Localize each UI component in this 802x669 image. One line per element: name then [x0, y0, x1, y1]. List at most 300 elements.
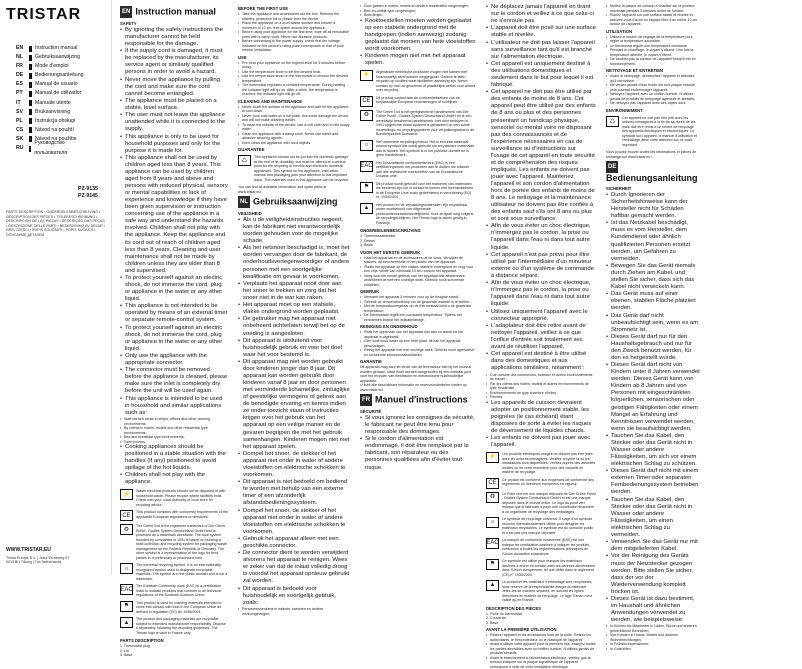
cleaning-heading-fr: NETTOYAGE ET ENTRETIEN: [606, 68, 664, 73]
support-text: You can find all available information and spare parts at www.tristar.eu!: [238, 185, 327, 194]
language-flag: DE: [606, 161, 618, 173]
language-flag: FR: [360, 394, 372, 406]
symbol-description: Dit product voldoet aan de conformiteitseisen van de toepasselijke Europese verordeningen of richtlijnen.: [376, 95, 460, 105]
model-number: [78, 186, 98, 199]
language-marker: [29, 46, 32, 52]
symbol-row: [486, 559, 596, 577]
environment-text-fr: Cet appareil ne doit pas être jeté avec les ordures ménagères à la fin de sa durée de vie, mais doit être remis à un centre de recyclage des appareils électriques et électroniques. Le symbole sur l'appareil, le manuel d'utilisation et l'emballage attire votre attention sur ce point important.: [622, 115, 697, 147]
symbol-row: [486, 538, 596, 556]
list-item: • Dit apparaat is uitsluitend voor huishoudelijk gebruik en voor het doel waar het voor bestemd is.: [238, 338, 350, 359]
list-item: • Use the temperature knob to set the desired heat.: [238, 70, 350, 75]
symbol-row: [360, 140, 476, 158]
list-item: • Verwenden Sie das Gerät nur mit dem mitgelieferten Kabel.: [606, 539, 700, 553]
list-item: • De connector dient te worden verwijderd alvorens het apparaat te reinigen. Wees er zeker van dat de inlaat volledig droog is voordat het apparaat opnieuw gebruikt zal worden.: [238, 550, 350, 585]
manual-title: Manuel d'instructions: [375, 394, 468, 405]
symbol-description: Het Euraziatische conformiteitsmerk (EAC) is een certificeringsmerk om producten aan te duiden die voldoen aan alle technische voorschriften van de Euraziatische Douane-unie.: [376, 160, 470, 179]
symbol-row: [486, 478, 596, 489]
language-name: Bedienungsanleitung: [35, 72, 84, 79]
list-item: • Von Kunden in Hotels, Motels und anderen Wohneinrichtungen;: [606, 633, 700, 642]
part-item: 3. Base: [120, 653, 133, 658]
symbol-description: Le Point vert est une marque déposée de Der Grüne Punkt - Duales System Deutschland GmbH et est une marque déposée dans le monde entier. Le logo du point vert indique que le fabricant a payé une contribution financière à un organisme de recyclage des emballages.: [502, 491, 596, 514]
list-item: • Cet appareil est uniquement destiné à des utilisations domestiques et seulement dans le but pour lequel il est fabriqué.: [486, 61, 596, 89]
list-item: • Placez l'appareil sur une surface stable et nivelée et assurez-vous d'avoir un espace libre d'au moins 10 cm autour de l'appareil.: [606, 13, 700, 27]
symbol-row: [360, 203, 476, 226]
list-item: • Gebruik het apparaat alleen met een geschikte connector.: [238, 536, 350, 550]
usage-sublist: [120, 417, 228, 444]
symbol-icon: ♻: [486, 492, 499, 503]
list-item: • Plaats het apparaat op een vlakke, stabiele ondergrond en zorg voor een vrije ruimte van minimaal 10 cm rondom het apparaat.: [360, 265, 476, 274]
symbol-list-nl: [360, 70, 476, 225]
symbol-description: The product and packaging materials are recyclable, subject to extended manufacturer responsibility. Dispose it separately, following the recycling guidelines. The Triman logo is valid in France only.: [136, 617, 226, 635]
symbol-row: [486, 492, 596, 515]
symbol-icon: ⚡: [360, 70, 373, 81]
list-item: • The user must not leave the appliance unattended while it is connected to the supply.: [120, 112, 228, 133]
list-item: • To clean the outside of the device, use a soft cloth and a mild soapy water.: [238, 123, 350, 132]
list-item: • The connector must be removed before the appliance is cleaned, please make sure the inlet is completely dry before the unit will be used again.: [120, 367, 228, 395]
list-item: • Kooktoestellen moeten worden geplaatst op een stabiele ondergrond met de handgrepen (indien aanwezig) zodanig geplaatst dat morsen van hete vloeistoffen wordt voorkomen.: [360, 18, 476, 53]
language-name: Návod na použití: [35, 126, 74, 133]
list-item: • Cet appareil ne doit pas être utilisé par des enfants de moins de 8 ans. Cet appareil peut être utilisé par des enfants de 8 ans ou plus et des personnes présentant un handicap physique, sensoriel ou mental voire ne disposant pas des connaissances et de l'expérience nécessaires en cas de surveillance ou d'instructions sur l'usage de cet appareil en toute sécurité et de compréhension des risques impliqués. Les enfants ne doivent pas jouer avec l'appareil. Maintenez l'appareil et son cordon d'alimentation hors de portée des enfants de moins de 8 ans. Le nettoyage et la maintenance utilisateur ne doivent pas être confiés à des enfants sauf s'ils ont 8 ans ou plus et sont sous surveillance.: [486, 89, 596, 223]
list-item: • Utilisez le bouton de réglage de la température pour régler la température souhaitée.: [606, 35, 700, 44]
list-item: • Boerderijen.: [360, 13, 476, 18]
company-address: [6, 556, 69, 565]
list-item: • Only use the appliance with the appropriate connector.: [120, 353, 228, 367]
symbol-icon: ⚑: [120, 601, 133, 612]
list-item: • Das Gerät muss auf einer ebenen, stabilen Fläche platziert werden.: [606, 291, 700, 312]
symbol-icon: ☼: [360, 140, 373, 151]
first-use-list-fr-2: [606, 4, 700, 27]
safety-list: [120, 27, 228, 417]
symbol-row: [120, 601, 228, 615]
symbol-row: [120, 510, 228, 521]
language-code: EN: [16, 45, 24, 51]
language-marker: [29, 73, 32, 79]
list-item: • Si vous ignorez les consignes de sécurité, le fabricant ne peut être tenu pour responsable des dommages.: [360, 415, 476, 436]
list-item: • This appliance is not intended to be operated by means of an external timer or separate remote-control system.: [120, 303, 228, 324]
symbol-icon: EAC: [120, 584, 133, 595]
language-code: SV: [16, 108, 23, 115]
list-item: • Retirez l'appareil et les accessoires hors de la boîte. Retirez les autocollants, le film protecteur ou le plastique de l'appareil.: [486, 633, 596, 642]
symbol-icon: ☼: [120, 563, 133, 574]
list-item: • Les enfants ne doivent pas jouer avec l'appareil.: [486, 435, 596, 449]
language-marker: [29, 100, 32, 106]
symbol-icon: ⚡: [120, 489, 133, 500]
part-item: 3. Base: [486, 620, 499, 625]
recycle-bin-icon: ♺: [606, 116, 619, 127]
website-url: WWW.TRISTAR.EU: [6, 547, 51, 553]
before-list: [238, 12, 350, 53]
symbol-description: Het product en de verpakkingsmaterialen zijn recyclebaar, onder voorbehoud van uitgebreide producentenverantwoordelijkheid. Gooi ze apart weg volgens de recyclingrichtlijnen. Het Triman-logo is alleen geldig in Frankrijk.: [376, 202, 474, 225]
list-item: • In Frühstückspensionen;: [606, 642, 700, 647]
manual-title: Instruction manual: [135, 6, 216, 17]
cleaning-heading: CLEANING AND MAINTENANCE: [238, 98, 303, 104]
list-item: • Before connecting to the power supply, check that the voltage indicated on the device's rating plate corresponds to that of your electric installation.: [238, 39, 350, 53]
list-item: • Before using your appliance for the first time, wipe off all removable parts with a damp cloth. Never use abrasive products.: [238, 30, 350, 39]
list-item: • By clients in hotels, motels and other residential type environments;: [120, 426, 228, 435]
language-name: Instruction manual: [35, 45, 78, 51]
section-title-fr: [360, 394, 476, 406]
list-item: • Farm houses.: [120, 440, 228, 445]
symbol-row: [120, 617, 228, 635]
list-item: • To protect yourself against an electric shock, do not immerse the cord, plug or appliance in the water or any other liquid.: [120, 325, 228, 353]
list-item: • Giet nooit koud water op een hete plaat; dit kan het apparaat beschadigen.: [360, 339, 476, 348]
symbol-row: [120, 524, 228, 560]
symbol-row: [486, 452, 596, 475]
use-list: [238, 61, 350, 97]
language-entry: [16, 99, 96, 108]
section-title-de: [606, 161, 700, 183]
brand-logo: TRISTAR: [6, 6, 82, 23]
list-item: • Door gasten in hotels, motels en andere residentiële omgevingen;: [360, 4, 476, 9]
part-item: 2. Couvercle: [486, 616, 507, 621]
symbol-icon: ⚡: [486, 452, 499, 463]
list-item: • The appliance must be placed on a stable, level surface.: [120, 98, 228, 112]
language-marker: [29, 82, 32, 88]
english-column-2: [232, 0, 354, 616]
cleaning-list-fr: [606, 74, 700, 106]
use-heading-fr: UTILISATION: [606, 28, 632, 34]
before-first-use-heading: BEFORE THE FIRST USE: [238, 6, 289, 11]
symbol-icon: ♻: [360, 110, 373, 121]
first-use-list-fr: [486, 633, 596, 669]
parts-heading: PARTS DESCRIPTION: [120, 638, 164, 644]
manual-title: Bedienungsanleitung: [606, 173, 698, 183]
list-item: • Dit apparaat is niet bedoeld om bediend te worden met behulp van een externe timer of een afzonderlijk afstandsbedieningssysteem.: [238, 479, 350, 507]
symbol-description: Le produit et les matériaux d'emballage sont recyclables, sous réserve de la responsabilité élargie du fabricant. Jetez-les de manière séparée, en suivant les lignes directrices en matière de recyclage. Le logo Triman n'est valide qu'en France.: [502, 580, 593, 603]
list-item: • Never touch the surface of the appliance and wait for the appliance to cool down.: [238, 105, 350, 114]
list-item: • Staff kitchen areas in shops, offices and other working environments;: [120, 417, 228, 426]
list-item: • Als het netsnoer beschadigd is, moet het worden vervangen door de fabrikant, de onderhoudsvertegenwoordiger of andere personen met een soortgelijke kwalificatie om gevaar te voorkomen.: [238, 245, 350, 280]
symbol-icon: ▲: [486, 580, 499, 591]
list-item: • Tauchen Sie das Kabel, den Stecker oder das Gerät nicht in Wasser oder andere Flüssigkeiten, um einen elektrischen Schlag zu vermeiden.: [606, 497, 700, 539]
environment-row-fr: [606, 116, 700, 148]
part-item: 1. Thermostaatstekker: [360, 234, 396, 239]
list-item: • To protect yourself against an electric shock, do not immerse the cord, plug or appliance in the water or any other liquid.: [120, 275, 228, 303]
symbol-description: This product complies with conformity requirements of the applicable European regulations or directives.: [136, 510, 228, 519]
symbol-icon: CE: [486, 478, 499, 489]
symbol-icon: ▲: [360, 203, 373, 214]
language-name: Bruksanvisning: [35, 108, 71, 115]
list-item: • Don't clean the appliance with hard objects.: [238, 141, 350, 146]
list-item: • If the supply cord is damaged, it must be replaced by the manufacturer, its service agent or similarly qualified persons in order to avoid a hazard.: [120, 48, 228, 76]
part-item: 2. Deksel: [360, 238, 375, 243]
symbol-description: The universal recycling symbol. It is an internationally recognized symbol used to designate recyclable materials. The symbol is in the public domain and is not a trademark.: [136, 563, 228, 581]
guarantee-heading: GUARANTEE: [238, 147, 265, 152]
symbol-description: Dit product wordt gebruikt voor het markeren van materialen die bestemd zijn om in contact te komen met levensmiddelen in de Europese Unie zoals gedefinieerd in verordening (EG) nr. 1935/2004.: [376, 181, 474, 200]
symbol-icon: ♻: [120, 524, 133, 535]
environment-heading-fr: ENVIRONNEMENT: [606, 107, 643, 113]
support-text-nl: U kunt alle beschikbare informatie en reserveonderdelen vinden op www.tristar.eu!: [360, 383, 467, 392]
language-name: Manuale utente: [35, 99, 71, 106]
language-name: Manual de usuario: [35, 81, 78, 88]
list-item: • The thermostat regulates a constant temperature. During heating the indicator light will go on. After a while, the temperature is reached, the indicator light will go off.: [238, 83, 350, 97]
list-item: • Take the appliance and accessories out the box. Remove the stickers, protective foil or plastic from the device.: [238, 12, 350, 21]
list-item: • Avant le nettoyage, débranchez l'appareil et attendez qu'il refroidisse.: [606, 74, 700, 83]
list-item: • By ignoring the safety instructions the manufacturer cannot be held responsible for the damage.: [120, 27, 228, 48]
list-item: • Pre-heat your appliance on the highest level for 5 minutes before using.: [238, 61, 350, 70]
list-item: • Cooking appliances should be positioned in a stable situation with the handles (if any) positioned to avoid spillage of the hot liquids.: [120, 444, 228, 472]
list-item: • Dompel het snoer, de stekker of het apparaat niet onder in water of andere vloeistoffen om elektrische schokken te voorkomen.: [238, 451, 350, 479]
language-entry: [16, 44, 96, 53]
first-use-heading-fr: AVANT LA PREMIÈRE UTILISATION: [486, 627, 557, 633]
symbol-row: [486, 517, 596, 535]
symbol-icon: CE: [360, 96, 373, 107]
parts-heading-fr: DESCRIPTION DES PIÈCES: [486, 605, 541, 611]
list-item: • In Gutshöfen.: [606, 647, 700, 652]
list-item: • Les appareils de cuisson devraient adopter un positionnement stable, les poignées (le cas échéant) étant disposées de sorte à éviter les risques de déversement de liquides chauds.: [486, 400, 596, 435]
language-entry: [16, 126, 96, 135]
language-name: Mode d'emploi: [35, 63, 69, 70]
list-item: • Ne touchez pas la surface de l'appareil lorsqu'il est en fonctionnement.: [606, 57, 700, 66]
list-item: • Ne versez jamais d'eau froide sur une plaque chaude, cela pourrait endommager l'appareil.: [606, 83, 700, 92]
language-marker: [29, 64, 32, 70]
list-item: • Kinderen mogen niet met het apparaat spelen.: [360, 53, 476, 67]
list-item: • This appliance shall not be used by children aged less than 8 years. This appliance can be used by children aged from 8 years and above and persons with reduced physical, sensory or mental capabilities or lack of experience and knowledge if they have been given supervision or instruction concerning use of the appliance in a safe way and understand the hazards involved. Children shall not play with the appliance. Keep the appliance and its cord out of reach of children aged less than 8 years. Cleaning and user maintenance shall not be made by children unless they are older than 8 and supervised.: [120, 155, 228, 275]
list-item: • Bewegen Sie das Gerät niemals durch Ziehen am Kabel, und stellen Sie sicher, dass sich das Kabel nicht verwickeln kann.: [606, 263, 700, 291]
usage-sublist-de: [606, 624, 700, 651]
list-item: • Veeg voor het eerste gebruik van het apparaat alle afneembare onderdelen af met een vochtige doek. Gebruik nooit schurende middelen.: [360, 274, 476, 288]
list-item: • Mettez la plaque de cuisson à chauffer sur la position maximale pendant 5 minutes avant de l'utiliser.: [606, 4, 700, 13]
list-item: • Par les clients des hôtels, motels et autres environnements de type résidentiel ;: [486, 382, 596, 391]
list-item: • Coin cuisine des commerces, bureaux et autres environnements de travail ;: [486, 373, 596, 382]
list-item: • Het apparaat moet op een stabiele, vlakke ondergrond worden geplaatst.: [238, 302, 350, 316]
use-list-fr: [606, 35, 700, 67]
symbol-description: This product is used for marking materials intended to come into contact with food in the European Union as defined in regulation (EC) No 1935/2004.: [136, 600, 222, 614]
list-item: • Afin de vous éviter un choc électrique, n'immergez pas le cordon, la prise ou l'appareil dans l'eau ni dans tout autre liquide.: [486, 280, 596, 308]
language-code: ES: [16, 81, 23, 88]
parts-list-nl: [360, 234, 476, 248]
use-heading: USE: [238, 54, 247, 60]
first-use-heading-nl: VOOR HET EERSTE GEBRUIK: [360, 249, 421, 255]
list-item: • Le thermostat régule une température constante. Pendant le chauffage, le voyant s'allume. Une fois la température atteinte, le voyant s'éteint.: [606, 44, 700, 58]
symbol-list: [120, 489, 228, 635]
safety-list-fr-2: [486, 4, 596, 372]
section-title-nl: [238, 196, 350, 208]
language-entry: [16, 140, 96, 156]
parts-list-fr: [486, 612, 596, 626]
list-item: • Use the temperature knob on the thermostat to choose the desired temperature.: [238, 74, 350, 83]
list-item: • Verwarm het apparaat 5 minuten voor op de hoogste stand.: [360, 295, 476, 300]
cleaning-list: [238, 105, 350, 146]
list-item: • Dieses Gerät darf nicht von Kindern unter 8 Jahren verwendet werden. Dieses Gerät kann von Kindern ab 8 Jahren und von Personen mit eingeschränkten körperlichen, sensorischen oder geistigen Fähigkeiten oder einem Mangel an Erfahrung und Kenntnissen verwendet werden, wenn sie beaufsichtigt werden.: [606, 362, 700, 432]
usage-sublist-fr: [486, 373, 596, 400]
list-item: • Ist das Netzkabel beschädigt, muss es vom Hersteller, dem Kundendienst oder ähnlich qualifizierten Personen ersetzt werden, um Gefahren zu vermeiden.: [606, 220, 700, 262]
model-line: PZ-9135: [78, 186, 98, 192]
symbol-description: The Green Dot is the registered trademark of Der Grüne Punkt - Duales System Deutschland GmbH and is protected as a trademark worldwide. The dual system founded by companies in 1991 is based on building a solid collection and recycling system for packaging waste management for the Federal Republic of Germany. The other symbol is a representation of the logo for third parties in a preliminary or processed form.: [136, 524, 227, 560]
language-entry: [16, 117, 96, 126]
symbol-icon: CE: [120, 510, 133, 521]
symbol-row: [120, 584, 228, 598]
address-line: 5015 BH Tilburg | The Netherlands: [6, 560, 62, 565]
symbol-icon: EAC: [360, 161, 373, 172]
address-line: Tristar Europe B.V. | Jules Verneweg 87: [6, 556, 70, 560]
part-item: 1. Thermostat plug: [120, 644, 150, 649]
list-item: • Si le cordon d'alimentation est endommagé, il doit être remplacé par le fabricant, son réparateur ou des personnes qualifiées afin d'éviter tout risque.: [360, 436, 476, 471]
list-item: • Utilisez uniquement l'appareil avec le connecteur approprié.: [486, 309, 596, 323]
symbol-row: [486, 580, 596, 603]
language-marker: [29, 146, 32, 152]
part-item: 3. Basis: [360, 243, 373, 248]
list-item: • Raak het oppervlak van het apparaat niet aan en wacht tot het apparaat is afgekoeld.: [360, 330, 476, 339]
list-item: • Als u de veiligheidsinstructies negeert, kan de fabrikant niet verantwoordelijk worden gehouden voor de mogelijke schade.: [238, 217, 350, 245]
part-item: 1. Fiche du thermostat: [486, 611, 522, 616]
language-marker: [29, 127, 32, 133]
usage-sublist-nl-2: [360, 4, 476, 18]
list-item: • Never move the appliance by pulling the cord and make sure the cord cannot become entangled.: [120, 77, 228, 98]
list-item: • Avant d'utiliser votre appareil pour la première fois, essuyez toutes les parties amovibles avec un chiffon humide. N'utilisez jamais de produits abrasifs.: [486, 642, 596, 656]
safety-heading-fr: SÉCURITÉ: [360, 409, 382, 415]
symbol-icon: EAC: [486, 538, 499, 549]
list-item: • In Küchen für Mitarbeiter in Läden, Büros und anderen gewerblichen Bereichen;: [606, 624, 700, 633]
list-item: • This appliance is only to be used for household purposes and only for the purpose it is made for.: [120, 134, 228, 155]
symbol-description: Ce symbole est utilisé pour marquer les matériaux destinés à entrer en contact avec les denrées alimentaires dans l'Union européenne, tel que défini dans le règlement (CE) n° 1935/2004.: [502, 559, 595, 577]
list-item: • Reinig het apparaat met een vochtige doek. Gebruik nooit agressieve en schurende schoonmaakmiddelen.: [360, 348, 476, 357]
support-text-fr: Vous pouvez trouver toutes les informations et pièces de rechange sur www.tristar.eu !: [606, 150, 697, 159]
language-code: CS: [16, 126, 24, 133]
list-item: • Dompel het snoer, de stekker of het apparaat niet onder in water of andere vloeistoffen om elektrische schokken te voorkomen.: [238, 508, 350, 536]
list-item: • Dit apparaat is bedoeld voor huishoudelijk en soortgelijk gebruik, zoals:: [238, 586, 350, 607]
list-item: • Ne nettoyez pas l'appareil avec des objets durs.: [606, 101, 700, 106]
list-item: • Cet appareil n'est pas prévu pour être utilisé par l'intermédiaire d'un minuteur externe ou d'un système de commande à distance séparé.: [486, 252, 596, 280]
list-item: • Tauchen Sie das Kabel, den Stecker oder das Gerät nicht in Wasser oder andere Flüssigkeiten, um sich vor einem elektrischen Schlag zu schützen.: [606, 433, 700, 468]
list-item: • Haal het apparaat en de accessoires uit de doos. Verwijder de stickers, de beschermfolie of het plastic van het apparaat.: [360, 256, 476, 265]
list-item: • Avant le branchement à l'alimentation électrique, vérifiez que la tension indiquée sur la plaque signalétique de l'appareil correspond à celle de votre installation électrique.: [486, 656, 596, 669]
list-item: • De gebruiker mag het apparaat niet onbeheerd achterlaten terwijl het op de voeding is aangesloten.: [238, 316, 350, 337]
symbol-row: [120, 563, 228, 581]
symbol-row: [360, 70, 476, 93]
dutch-french-column: [354, 0, 480, 575]
language-marker: [29, 55, 32, 61]
list-item: • Bed-en-ontbijt-type omgevingen;: [360, 9, 476, 14]
symbol-icon: ⚑: [486, 559, 499, 570]
recycle-bin-icon: ♺: [238, 155, 251, 166]
french-column: [480, 0, 600, 669]
list-item: • Dieses Gerät darf nicht mit einem externen Timer oder separaten Fernbedienungssystem betrieben werden.: [606, 468, 700, 496]
part-item: 2. Lid: [120, 648, 129, 653]
symbol-description: The Green Dot is het geregistreerde handelsmerk van Der Grüne Punkt - Duales System Deutschland GmbH en is een wereldwijd beschermd handelsmerk. Het door bedrijven in 1991 opgerichte duaal systeem is gebaseerd op een solide inzamelings- en recyclingsysteem voor verpakkingsafval in de Bondsrepubliek Duitsland.: [376, 109, 475, 137]
list-item: • Ne déplacez jamais l'appareil en tirant sur le cordon et veillez à ce que celui-ci ne s'enroule pas.: [486, 4, 596, 25]
manual-title: Gebruiksaanwijzing: [253, 196, 338, 207]
safety-heading-nl: VEILIGHEID: [238, 211, 262, 216]
list-item: • De thermostaat regelt een constante temperatuur. Tijdens het verwarmen brandt het indicatielampje.: [360, 313, 476, 322]
environment-row: [238, 155, 350, 182]
language-code: SK: [16, 135, 24, 142]
language-flag: EN: [120, 6, 132, 18]
language-code: FR: [16, 63, 23, 70]
language-entry: [16, 108, 96, 117]
list-item: • Fermes.: [486, 395, 596, 400]
symbol-row: [360, 110, 476, 137]
guarantee-heading-nl: GARANTIE: [360, 359, 382, 365]
list-item: • Cet appareil est destiné à être utilisé dans des domestiques et aux applications similaires, notamment :: [486, 351, 596, 372]
model-line: PZ-9145: [78, 192, 98, 199]
list-item: • Met de temperatuurregelaar op de thermostaat kiest u de gewenste temperatuur.: [360, 304, 476, 313]
language-code: PL: [16, 117, 23, 124]
symbol-icon: ▲: [120, 617, 133, 628]
list-item: • Verplaats het apparaat nooit door aan het snoer te trekken en zorg dat het snoer niet in de war kan raken.: [238, 281, 350, 302]
safety-list-nl-2: [360, 18, 476, 68]
safety-heading: SAFETY: [120, 21, 137, 26]
language-marker: [29, 118, 32, 124]
symbol-description: Le symbole de recyclage universel. Il s'agit d'un symbole reconnu internationalement utilisé pour désigner les matériaux recyclables. Le symbole est du domaine public et n'est pas une marque déposée.: [502, 517, 594, 535]
language-code: PT: [16, 90, 23, 97]
language-flag: NL: [238, 196, 250, 208]
language-entry: [16, 53, 96, 62]
cleaning-heading-nl: REINIGING EN ONDERHOUD: [360, 324, 418, 330]
list-item: • Never pour cold water on a hot plate, this could damage the device and will not make cleaning easier.: [238, 114, 350, 123]
guarantee-text-nl: Dit apparaat mag aan het einde van de levensduur niet bij het huisvuil worden gedaan, maar moet worden aangeboden bij een centraal punt voor het recyclen van elektrische en elektronische huishoudelijke apparaten.: [360, 365, 472, 383]
language-code: DE: [16, 72, 24, 79]
symbol-row: [360, 182, 476, 200]
use-list-nl: [360, 295, 476, 322]
cleaning-list-nl: [360, 330, 476, 357]
language-name: Instrukcja obsługi: [35, 117, 76, 124]
safety-list-nl: [238, 217, 350, 607]
safety-list-2: [120, 444, 228, 486]
language-marker: [29, 109, 32, 115]
list-item: • Vor der Reinigung des Geräts muss der Netzstecker gezogen werden. Bitte stellen Sie sicher, dass der vor der Wiederverwendung komplett trocken ist.: [606, 553, 700, 595]
cover-column: [0, 0, 112, 575]
symbol-description: Ce produit est conforme aux exigences de conformité des règlements ou directives européens en vigueur.: [502, 477, 594, 487]
list-item: • Das Gerät darf nicht unbeaufsichtigt sein, wenn es am Stromnetz ist.: [606, 313, 700, 334]
list-item: • Afin de vous éviter un choc électrique, n'immergez pas le cordon, la prise ou l'appareil dans l'eau ni dans tout autre liquide.: [486, 223, 596, 251]
symbol-row: [360, 161, 476, 179]
list-item: • Dieses Gerät ist dazu bestimmt, im Haushalt und ähnlichen Anwendungen verwendet zu werden, wie beispielsweise:: [606, 596, 700, 624]
language-code: IT: [16, 99, 21, 106]
symbol-row: [120, 489, 228, 507]
usage-sublist-nl: [238, 607, 350, 616]
symbol-row: [360, 96, 476, 107]
symbol-description: Les produits électriques usagés ne doivent pas être jetés avec les ordures ménagères. Veuillez recycler là où les installations sont disponibles. Vérifiez auprès des autorités locales ou de votre revendeur pour des conseils en matière de recyclage.: [502, 452, 596, 475]
symbol-description: La marque de conformité eurasienne (EAC) est une marque de certification destinée à indiquer les produits conformes à toutes les réglementations techniques de l'Union douanière eurasienne.: [502, 538, 590, 556]
language-entry: [16, 71, 96, 80]
language-code: RU: [16, 145, 24, 152]
list-item: • L'adaptateur doit être retiré avant de nettoyer l'appareil, veillez à ce que l'orifice d'entrée soit totalement sec avant de réutiliser l'appareil.: [486, 323, 596, 351]
symbol-description: Afgedankte elektrische producten mogen niet samen met huishoudelijk afval worden weggegooid. Gelieve te laten recyclen op locaties waar faciliteiten aanwezig zijn. Neem contact op met uw gemeente of plaatselijke winkel voor advies over recycling.: [376, 70, 476, 93]
language-name: Manual de utilizador: [35, 90, 82, 97]
guarantee-text: This appliance should not be put into the domestic garbage at the end of its durability, but must be offered at a central point for the recycling of electric and electronic domestic appliances. This symbol on the appliance, instruction manual and packaging puts your attention to this important issue. The materials used in this appliance can be recycled.: [254, 155, 349, 182]
language-entry: [16, 62, 96, 71]
list-item: • Gebruik de temperatuurknop om de gewenste warmte in te stellen.: [360, 300, 476, 305]
list-item: • Dieses Gerät darf nur für den Haushaltsgebrauch und nur für den Zweck benutzt werden, für den es hergestellt wurde.: [606, 334, 700, 362]
parts-description-languages: PARTS DESCRIPTION • ONDERDELENBESCHRIJVING • DESCRIPTION DES PIÈCES • TEILEBESCHREIBUNG • DESCRIPCIÓN DE LAS PIEZAS • DESCRIÇÃO DAS PEÇAS • DESCRIZIONE DELLE PARTI • BESKRIVNING AV DELAR • OPIS CZĘŚCI • POPIS SOUČÁSTÍ • POPIS SÚČASTÍ • ОПИСАНИЕ ДЕТАЛЕЙ: [6, 210, 105, 237]
language-list: [16, 44, 96, 156]
symbol-list-fr: [486, 452, 596, 603]
symbol-icon: ☼: [486, 517, 499, 528]
language-name: Руководство пользователя: [34, 140, 68, 156]
language-name: Návod na použitie: [35, 135, 77, 142]
parts-list: [120, 644, 228, 658]
list-item: • L'utilisateur ne doit pas laisser l'appareil sans surveillance tant qu'il est branché sur l'alimentation électrique.: [486, 40, 596, 61]
symbol-icon: ⚑: [360, 182, 373, 193]
parts-heading-nl: ONDERDELENBESCHRIJVING: [360, 228, 421, 234]
list-item: • Children shall not play with the appliance.: [120, 472, 228, 486]
list-item: • Nettoyez l'appareil avec un chiffon humide. N'utilisez jamais de produits de nettoyage agressifs et abrasifs.: [606, 92, 700, 101]
language-marker: [29, 91, 32, 97]
list-item: • Dit apparaat mag niet worden gebruikt door kinderen jonger dan 8 jaar. Dit apparaat kan worden gebruikt door kinderen vanaf 8 jaar en door personen met verminderde lichamelijke, zintuiglijke of geestelijke vermogens of gebrek aan de benodigde ervaring en kennis indien ze onder toezicht staan of instructies krijgen over het gebruik van het apparaat op een veilige manier en de gevaren begrijpen die met het gebruik samenhangen. Kinderen mogen niet met het apparaat spelen.: [238, 359, 350, 451]
list-item: • Bed and breakfast type environments;: [120, 435, 228, 440]
list-item: • Environnements de type chambre d'hôtes ;: [486, 391, 596, 396]
list-item: • L'appareil doit être posé sur une surface stable et nivelée.: [486, 25, 596, 39]
first-use-list-nl: [360, 256, 476, 288]
use-heading-nl: GEBRUIK: [360, 289, 380, 295]
list-item: • Clean the appliance with a damp cloth. Never use harsh and abrasive cleaning agents.: [238, 132, 350, 141]
list-item: • This appliance is intended to be used in household and similar applications such as:: [120, 396, 228, 417]
language-marker: [29, 136, 32, 142]
language-name: Gebruiksaanwijzing: [35, 54, 80, 61]
list-item: • Personeelskeukens in winkels, kantoren en andere werkomgevingen;: [238, 607, 350, 616]
symbol-description: Waste electrical products should not be disposed of with household waste. Please recycle where facilities exist. Check with your Local Authority or local store for recycling advice.: [136, 489, 226, 507]
